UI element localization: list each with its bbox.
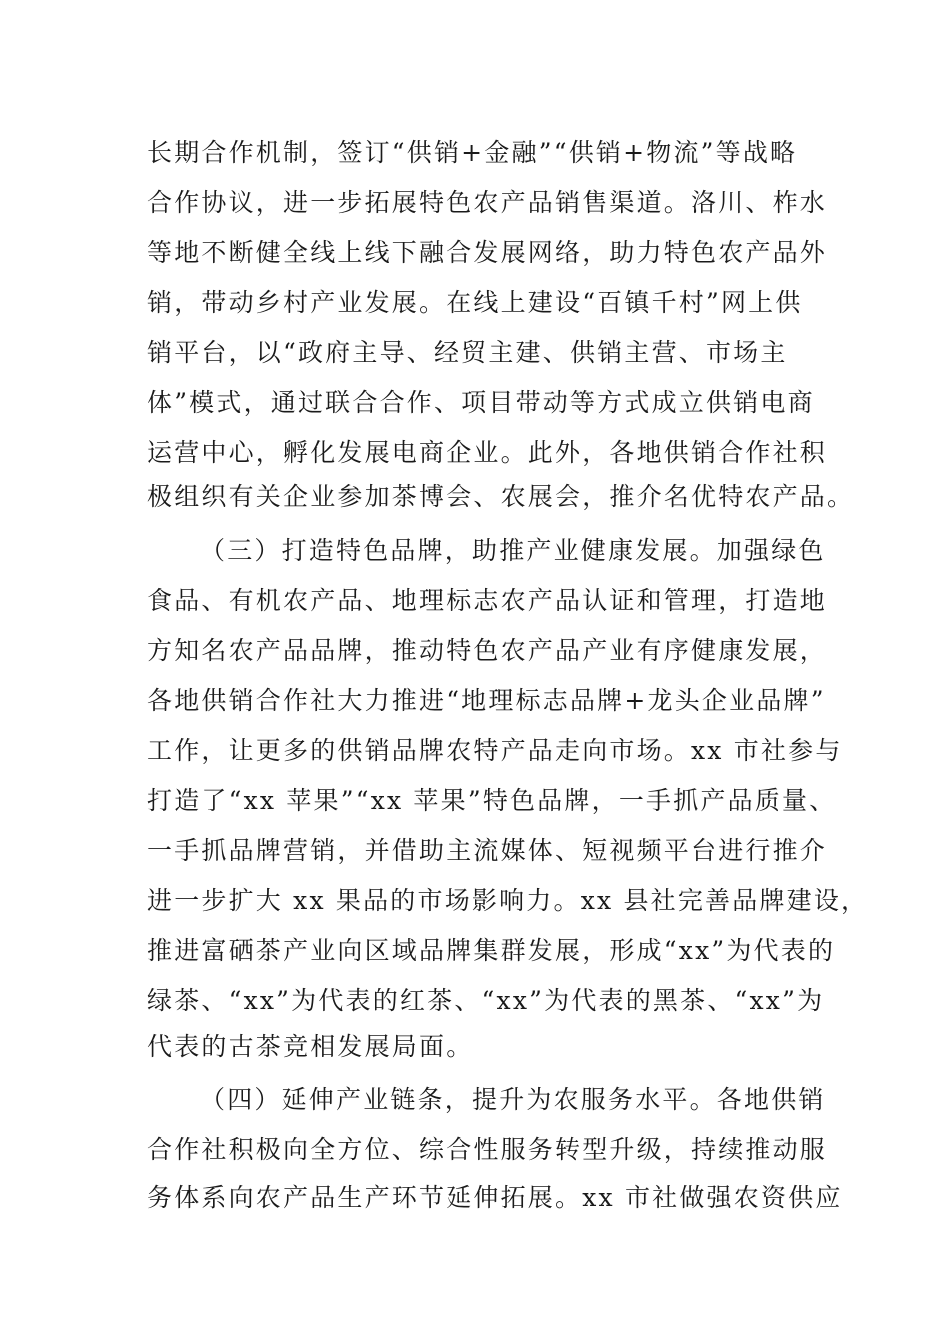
- text-line: 代表的古茶竞相发展局面。: [147, 1032, 474, 1061]
- text-line: 运营中心，孵化发展电商企业。此外，各地供销合作社积: [147, 438, 828, 467]
- text-line: 工作，让更多的供销品牌农特产品走向市场。xx 市社参与: [147, 736, 843, 765]
- text-line: 进一步扩大 xx 果品的市场影响力。xx 县社完善品牌建设，: [147, 886, 869, 915]
- section-heading-line: （三）打造特色品牌，助推产业健康发展。加强绿色: [200, 536, 826, 565]
- text-line: 长期合作机制，签订“供销+金融”“供销+物流”等战略: [147, 138, 798, 167]
- text-line: 等地不断健全线上线下融合发展网络，助力特色农产品外: [147, 238, 828, 267]
- section-heading-line: （四）延伸产业链条，提升为农服务水平。各地供销: [200, 1085, 826, 1114]
- text-line: 打造了“xx 苹果”“xx 苹果”特色品牌，一手抓产品质量、: [147, 786, 837, 815]
- text-line: 推进富硒茶产业向区域品牌集群发展，形成“xx”为代表的: [147, 936, 836, 965]
- text-line: 方知名农产品品牌，推动特色农产品产业有序健康发展，: [147, 636, 828, 665]
- text-line: 务体系向农产品生产环节延伸拓展。xx 市社做强农资供应: [147, 1183, 843, 1212]
- text-line: 一手抓品牌营销，并借助主流媒体、短视频平台进行推介: [147, 836, 828, 865]
- text-line: 食品、有机农产品、地理标志农产品认证和管理，打造地: [147, 586, 828, 615]
- text-line: 体”模式，通过联合合作、项目带动等方式成立供销电商: [147, 388, 815, 417]
- text-line: 极组织有关企业参加茶博会、农展会，推介名优特农产品。: [147, 482, 855, 511]
- text-line: 绿茶、“xx”为代表的红茶、“xx”为代表的黑茶、“xx”为: [147, 986, 825, 1015]
- text-line: 销，带动乡村产业发展。在线上建设“百镇千村”网上供: [147, 288, 803, 317]
- text-line: 合作社积极向全方位、综合性服务转型升级，持续推动服: [147, 1135, 828, 1164]
- text-line: 销平台，以“政府主导、经贸主建、供销主营、市场主: [147, 338, 788, 367]
- text-line: 合作协议，进一步拓展特色农产品销售渠道。洛川、柞水: [147, 188, 828, 217]
- text-line: 各地供销合作社大力推进“地理标志品牌+龙头企业品牌”: [147, 686, 826, 715]
